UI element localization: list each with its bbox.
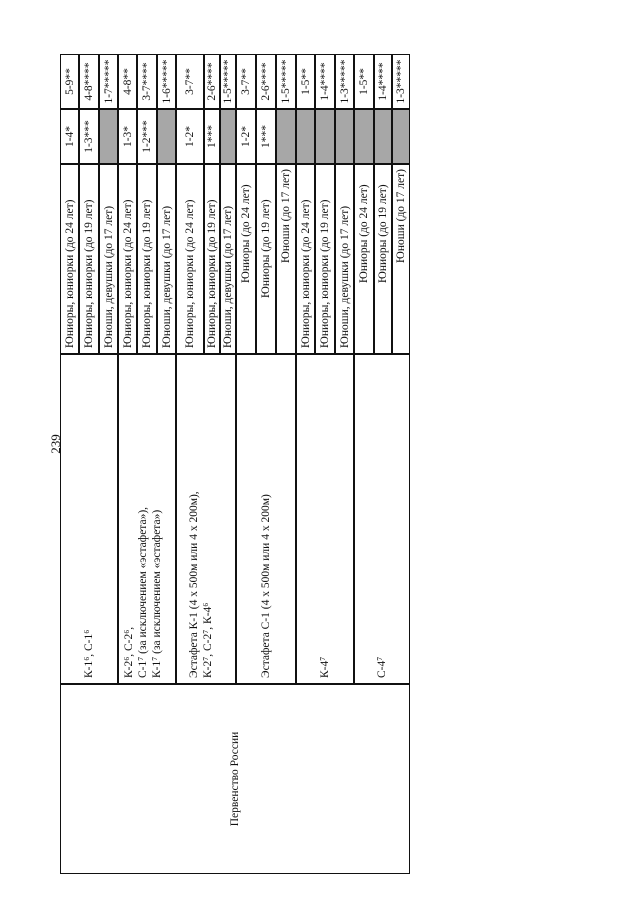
places-text: 1*** bbox=[206, 125, 218, 148]
category-text: Юноши, девушки (до 17 лет) bbox=[338, 205, 351, 348]
category-text: Юноши, девушки (до 17 лет) bbox=[102, 205, 115, 348]
ranking-table bbox=[60, 54, 410, 874]
ranks-cell bbox=[256, 54, 276, 109]
ranks-text: 1-4**** bbox=[319, 62, 331, 101]
category-text: Юниоры, юниорки (до 24 лет) bbox=[63, 199, 76, 348]
category-text: Юниоры, юниорки (до 19 лет) bbox=[83, 199, 95, 348]
category-cell bbox=[354, 164, 374, 354]
ranks-text: 1-5***** bbox=[222, 59, 234, 104]
ranks-cell bbox=[335, 54, 354, 109]
ranks-text: 2-6**** bbox=[260, 62, 272, 101]
group-label-cell bbox=[176, 354, 236, 684]
ranks-text: 1-3***** bbox=[395, 59, 407, 104]
category-cell bbox=[392, 164, 410, 354]
page-number: 239 bbox=[48, 434, 63, 454]
places-cell bbox=[204, 109, 220, 164]
category-cell bbox=[99, 164, 118, 354]
places-cell bbox=[256, 109, 276, 164]
rotated-table-frame bbox=[60, 54, 410, 874]
group-label: К-4⁷ bbox=[319, 656, 331, 678]
category-cell bbox=[296, 164, 315, 354]
group-label: Эстафета С-1 (4 x 500м или 4 x 200м) bbox=[260, 494, 272, 678]
ranks-cell bbox=[276, 54, 296, 109]
category-cell bbox=[60, 164, 79, 354]
ranks-cell bbox=[137, 54, 157, 109]
category-text: Юниоры, юниорки (до 19 лет) bbox=[206, 199, 218, 348]
places-cell-empty bbox=[157, 109, 176, 164]
ranks-text: 1-5** bbox=[299, 68, 312, 95]
ranks-cell bbox=[157, 54, 176, 109]
ranks-cell bbox=[118, 54, 137, 109]
places-text: 1-2* bbox=[184, 125, 196, 148]
category-cell bbox=[176, 164, 204, 354]
group-label-line: К-1⁷ (за исключением «эстафета») bbox=[151, 509, 163, 678]
places-cell-empty bbox=[392, 109, 410, 164]
group-label-cell bbox=[236, 354, 296, 684]
category-cell bbox=[118, 164, 137, 354]
group-label: К-1⁶, С-1⁶ bbox=[83, 629, 95, 678]
category-cell bbox=[236, 164, 256, 354]
category-cell bbox=[137, 164, 157, 354]
places-cell-empty bbox=[296, 109, 315, 164]
places-cell bbox=[236, 109, 256, 164]
ranks-cell bbox=[204, 54, 220, 109]
category-text: Юноши (до 17 лет) bbox=[395, 169, 407, 263]
group-label-line: К-2⁷, С-2⁷, К-4⁶ bbox=[202, 602, 214, 678]
category-text: Юниоры, юниорки (до 24 лет) bbox=[121, 199, 134, 348]
category-cell bbox=[374, 164, 392, 354]
places-text: 1*** bbox=[260, 125, 272, 148]
ranks-cell bbox=[315, 54, 335, 109]
ranks-cell bbox=[236, 54, 256, 109]
group-label-cell bbox=[60, 354, 118, 684]
places-text: 1-4* bbox=[63, 125, 76, 148]
places-cell-empty bbox=[374, 109, 392, 164]
championship-label: Первенство России bbox=[229, 731, 241, 827]
championship-cell bbox=[60, 684, 410, 874]
ranks-text: 3-7**** bbox=[141, 62, 153, 101]
category-text: Юниоры, юниорки (до 19 лет) bbox=[319, 199, 331, 348]
ranks-cell bbox=[60, 54, 79, 109]
category-cell bbox=[256, 164, 276, 354]
places-cell bbox=[137, 109, 157, 164]
group-label: С-4⁷ bbox=[376, 656, 388, 678]
category-cell bbox=[335, 164, 354, 354]
ranks-cell bbox=[296, 54, 315, 109]
category-text: Юниоры (до 24 лет) bbox=[358, 184, 370, 283]
ranks-text: 1-5***** bbox=[280, 59, 292, 104]
category-text: Юниоры (до 19 лет) bbox=[260, 199, 272, 298]
places-text: 1-2*** bbox=[141, 120, 153, 153]
places-cell-empty bbox=[315, 109, 335, 164]
group-label-line: Эстафета К-1 (4 x 500м или 4 x 200м), bbox=[188, 491, 200, 678]
ranks-cell bbox=[99, 54, 118, 109]
ranks-text: 3-7** bbox=[184, 68, 196, 95]
places-cell-empty bbox=[99, 109, 118, 164]
ranks-text: 1-4**** bbox=[377, 62, 389, 101]
ranks-text: 5-9** bbox=[63, 68, 76, 95]
category-text: Юниоры, юниорки (до 19 лет) bbox=[141, 199, 153, 348]
ranks-cell bbox=[176, 54, 204, 109]
places-cell-empty bbox=[335, 109, 354, 164]
ranks-text: 3-7** bbox=[240, 68, 252, 95]
ranks-text: 4-8** bbox=[121, 68, 134, 95]
ranks-text: 1-7***** bbox=[102, 59, 115, 104]
places-text: 1-3* bbox=[121, 125, 134, 148]
ranks-cell bbox=[354, 54, 374, 109]
category-text: Юниоры, юниорки (до 24 лет) bbox=[299, 199, 312, 348]
places-cell-empty bbox=[276, 109, 296, 164]
category-cell bbox=[276, 164, 296, 354]
category-text: Юноши, девушки (до 17 лет) bbox=[160, 205, 173, 348]
ranks-text: 2-6**** bbox=[206, 62, 218, 101]
category-cell bbox=[157, 164, 176, 354]
ranks-cell bbox=[79, 54, 99, 109]
category-cell bbox=[79, 164, 99, 354]
category-text: Юниоры (до 19 лет) bbox=[377, 184, 389, 283]
places-cell bbox=[118, 109, 137, 164]
ranks-text: 1-5** bbox=[358, 68, 370, 95]
category-cell bbox=[204, 164, 220, 354]
ranks-text: 1-6***** bbox=[160, 59, 173, 104]
group-label-cell bbox=[354, 354, 410, 684]
places-cell-empty bbox=[220, 109, 236, 164]
category-cell bbox=[220, 164, 236, 354]
category-cell bbox=[315, 164, 335, 354]
group-label-line: С-1⁷ (за исключением «эстафета»), bbox=[137, 506, 149, 678]
category-text: Юноши, девушки (до 17 лет) bbox=[222, 205, 234, 348]
places-text: 1-2* bbox=[240, 125, 252, 148]
places-cell-empty bbox=[354, 109, 374, 164]
ranks-cell bbox=[374, 54, 392, 109]
places-cell bbox=[176, 109, 204, 164]
ranks-text: 1-3***** bbox=[338, 59, 351, 104]
group-label-cell bbox=[118, 354, 176, 684]
places-text: 1-3*** bbox=[83, 120, 95, 153]
category-text: Юноши (до 17 лет) bbox=[280, 169, 292, 263]
places-cell bbox=[60, 109, 79, 164]
group-label-line: К-2⁶, С-2⁶, bbox=[123, 626, 135, 678]
ranks-text: 4-8**** bbox=[83, 62, 95, 101]
group-label-cell bbox=[296, 354, 354, 684]
category-text: Юниоры, юниорки (до 24 лет) bbox=[184, 199, 196, 348]
ranks-cell bbox=[220, 54, 236, 109]
ranks-cell bbox=[392, 54, 410, 109]
places-cell bbox=[79, 109, 99, 164]
category-text: Юниоры (до 24 лет) bbox=[240, 184, 252, 283]
